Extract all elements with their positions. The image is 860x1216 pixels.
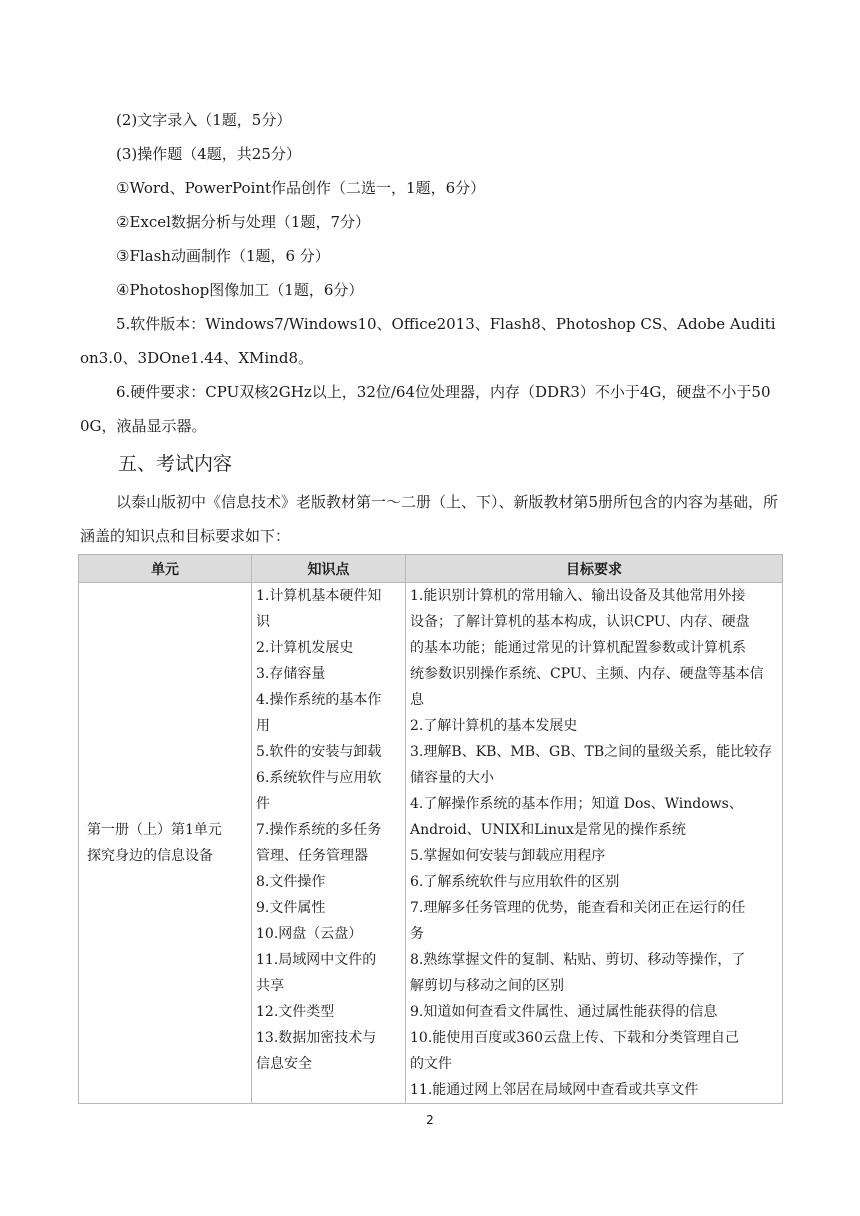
goal-line: 1.能识别计算机的常用输入、输出设备及其他常用外接 — [410, 588, 746, 604]
unit-subtitle: 探究身边的信息设备 — [87, 848, 213, 864]
knowledge-line: 管理、任务管理器 — [256, 848, 368, 864]
table-row — [79, 583, 783, 1104]
section-heading: 五、考试内容 — [118, 453, 233, 475]
goal-line: 6.了解系统软件与应用软件的区别 — [410, 874, 620, 890]
knowledge-line: 6.系统软件与应用软 — [256, 770, 382, 786]
page-number: 2 — [426, 1113, 434, 1127]
knowledge-line: 件 — [256, 796, 270, 812]
goal-line: 储容量的大小 — [410, 770, 494, 786]
knowledge-line: 7.操作系统的多任务 — [256, 822, 382, 838]
hardware-requirements-paragraph: 6.硬件要求：CPU双核2GHz以上，32位/64位处理器，内存（DDR3）不小于4G，硬盘不小于500G，液晶显示器。 — [80, 383, 771, 435]
knowledge-line: 10.网盘（云盘） — [256, 926, 363, 942]
knowledge-line: 信息安全 — [256, 1056, 312, 1072]
knowledge-line: 11.局域网中文件的 — [256, 952, 377, 968]
goal-line: 的文件 — [410, 1056, 452, 1072]
knowledge-line: 4.操作系统的基本作 — [256, 692, 382, 708]
header-goals: 目标要求 — [406, 555, 783, 583]
item-text-entry: (2)文字录入（1题，5分） — [116, 111, 292, 129]
goal-line: 解剪切与移动之间的区别 — [410, 978, 564, 994]
unit-cell — [79, 583, 252, 1104]
knowledge-line: 9.文件属性 — [256, 900, 326, 916]
header-unit: 单元 — [79, 555, 252, 583]
header-knowledge: 知识点 — [252, 555, 406, 583]
goal-line: 统参数识别操作系统、CPU、主频、内存、硬盘等基本信 — [410, 666, 764, 682]
knowledge-line: 8.文件操作 — [256, 874, 326, 890]
knowledge-line: 5.软件的安装与卸载 — [256, 744, 382, 760]
goal-line: 4.了解操作系统的基本作用；知道 Dos、Windows、 — [410, 796, 743, 812]
goal-line: 2.了解计算机的基本发展史 — [410, 718, 578, 734]
goals-cell — [406, 583, 783, 1104]
knowledge-line: 2.计算机发展史 — [256, 640, 354, 656]
goal-line: 5.掌握如何安装与卸载应用程序 — [410, 848, 606, 864]
knowledge-line: 1.计算机基本硬件知 — [256, 588, 382, 604]
goal-line: Android、UNIX和Linux是常见的操作系统 — [410, 822, 686, 838]
exam-content-table — [78, 554, 783, 1104]
unit-title: 第一册（上）第1单元 — [87, 822, 222, 838]
goal-line: 9.知道如何查看文件属性、通过属性能获得的信息 — [410, 1004, 718, 1020]
software-version-paragraph: 5.软件版本：Windows7/Windows10、Office2013、Flash8、Photoshop CS、Adobe Audition3.0、3DOne1.44、XMind8。 — [80, 315, 776, 367]
intro-paragraph: 以泰山版初中《信息技术》老版教材第一～二册（上、下）、新版教材第5册所包含的内容为基础，所涵盖的知识点和目标要求如下： — [80, 493, 779, 545]
item-word-powerpoint: ①Word、PowerPoint作品创作（二选一，1题，6分） — [116, 179, 486, 197]
goal-line: 3.理解B、KB、MB、GB、TB之间的量级关系，能比较存 — [410, 744, 773, 760]
goal-line: 11.能通过网上邻居在局域网中查看或共享文件 — [410, 1082, 699, 1098]
goal-line: 息 — [410, 692, 424, 708]
knowledge-line: 共享 — [256, 978, 284, 994]
goal-line: 10.能使用百度或360云盘上传、下载和分类管理自己 — [410, 1030, 739, 1046]
item-excel: ②Excel数据分析与处理（1题，7分） — [116, 213, 371, 231]
item-operation-questions: (3)操作题（4题，共25分） — [116, 145, 301, 163]
knowledge-line: 3.存储容量 — [256, 666, 326, 682]
goal-line: 8.熟练掌握文件的复制、粘贴、剪切、移动等操作，了 — [410, 952, 746, 968]
knowledge-line: 12.文件类型 — [256, 1004, 335, 1020]
knowledge-line: 用 — [256, 718, 270, 734]
goal-line: 设备；了解计算机的基本构成，认识CPU、内存、硬盘 — [410, 614, 750, 630]
goal-line: 7.理解多任务管理的优势，能查看和关闭正在运行的任 — [410, 900, 746, 916]
knowledge-line: 13.数据加密技术与 — [256, 1030, 377, 1046]
goal-line: 务 — [410, 926, 424, 942]
table-header-row — [79, 555, 783, 583]
item-photoshop: ④Photoshop图像加工（1题，6分） — [116, 281, 364, 299]
goal-line: 的基本功能；能通过常见的计算机配置参数或计算机系 — [410, 640, 746, 656]
knowledge-cell — [252, 583, 406, 1104]
knowledge-line: 识 — [256, 614, 270, 630]
item-flash: ③Flash动画制作（1题，6 分） — [116, 247, 330, 265]
